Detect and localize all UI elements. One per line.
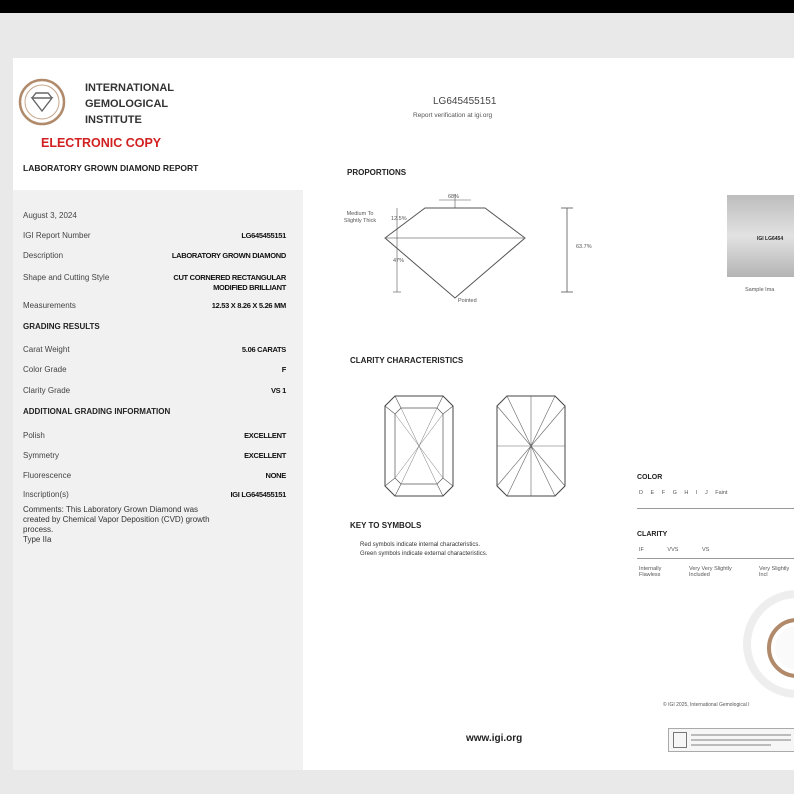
legal-text-line [691,739,791,741]
report-date: August 3, 2024 [23,211,77,220]
key-to-symbols-heading: KEY TO SYMBOLS [350,521,422,530]
color-scale-rule [637,508,794,509]
field-label: Shape and Cutting Style [23,273,110,282]
depth-percent: 63.7% [576,244,592,250]
pavilion-percent: 47% [393,258,405,264]
description-row [23,251,286,260]
clarity-scale-desc-2 [689,566,739,578]
clarity-scale-desc-3 [759,566,794,578]
report-number-header: LG645455151 [433,96,497,107]
proportions-diagram-icon [335,188,595,308]
verification-note: Report verification at igi.org [413,112,493,119]
table-percent: 68% [448,194,460,200]
report-sheet [13,58,794,770]
field-label: IGI Report Number [23,231,91,240]
field-value: LABORATORY GROWN DIAMOND [171,251,286,260]
clarity-scale-heading: CLARITY [637,531,668,538]
color-scale-grades: D E F G H I J Faint [639,490,728,496]
field-label: Description [23,251,64,260]
field-value: NONE [265,471,286,480]
sample-image [727,195,794,277]
field-label: Measurements [23,301,76,310]
sample-image-caption: Sample Ima [745,287,775,293]
clarity-desc-text: Very Slightly Incl [759,566,790,578]
comment-line: Comments: This Laboratory Grown Diamond was [23,505,199,514]
clarity-scale-desc-1 [639,566,669,578]
legal-text-line [691,734,791,736]
field-label: Inscription(s) [23,490,69,499]
institute-name [85,80,174,128]
field-value: IGI LG645455151 [230,490,286,499]
measurements-row [23,301,286,310]
comments-block [23,505,283,545]
fluorescence-row [23,471,286,480]
field-label: Symmetry [23,451,59,460]
polish-row [23,431,286,440]
field-value: EXCELLENT [244,451,286,460]
field-label: Color Grade [23,365,67,374]
footer-legal-box [668,728,794,752]
field-label: Carat Weight [23,345,70,354]
girdle-line-1: Medium To [346,211,374,217]
website-link[interactable]: www.igi.org [466,733,523,744]
field-value: LG645455151 [241,231,286,240]
color-grade-row [23,365,286,374]
field-label: Clarity Grade [23,386,71,395]
clarity-scale-rule [637,558,794,559]
legal-text-line [691,744,771,746]
report-number-row [23,231,286,240]
girdle-label [339,211,381,225]
comment-line: process. [23,525,54,534]
clarity-crown-diagram-icon [383,394,455,498]
document-icon [673,732,687,748]
culet-label: Pointed [458,298,477,304]
sample-photo-text: IGI LG6454 [757,236,784,242]
grading-results-heading: GRADING RESULTS [23,322,100,331]
field-value: EXCELLENT [244,431,286,440]
shape-value-line-2: MODIFIED BRILLIANT [213,283,286,292]
field-value: 12.53 X 8.26 X 5.26 MM [211,301,286,310]
clarity-grade-row [23,386,286,395]
igi-logo-icon [18,78,66,126]
girdle-line-2: Slightly Thick [343,218,377,224]
watermark-seal-icon [731,578,794,698]
clarity-desc-text: Very Very Slightly Included [689,566,732,578]
inscription-row [23,490,286,499]
key-to-symbols-text [360,541,487,559]
proportions-heading: PROPORTIONS [347,168,407,177]
copyright-text: © IGI 2025, International Gemological I [663,702,750,708]
key-line-2: Green symbols indicate external characteristics. [360,551,488,557]
comment-line: created by Chemical Vapor Deposition (CVD) growth [23,515,210,524]
shape-row [23,273,286,295]
clarity-characteristics-heading: CLARITY CHARACTERISTICS [350,356,464,365]
shape-value-line-1: CUT CORNERED RECTANGULAR [173,273,286,282]
report-title: LABORATORY GROWN DIAMOND REPORT [23,163,199,173]
comment-line: Type IIa [23,535,52,544]
institute-line-3: INSTITUTE [85,114,142,126]
color-scale-heading: COLOR [637,474,663,481]
carat-row [23,345,286,354]
symmetry-row [23,451,286,460]
field-label: Polish [23,431,45,440]
field-value: F [281,365,286,374]
clarity-desc-text: Internally Flawless [639,566,662,578]
additional-grading-heading: ADDITIONAL GRADING INFORMATION [23,407,171,416]
report-date-row [23,211,286,220]
electronic-copy-label: ELECTRONIC COPY [41,136,162,150]
institute-line-2: GEMOLOGICAL [85,98,169,110]
clarity-pavilion-diagram-icon [495,394,567,498]
field-value [173,273,286,293]
institute-line-1: INTERNATIONAL [85,82,175,94]
top-bar [0,0,794,13]
field-value: 5.06 CARATS [241,345,286,354]
field-value: VS 1 [270,386,286,395]
field-label: Fluorescence [23,471,72,480]
key-line-1: Red symbols indicate internal characteristics. [360,542,481,548]
clarity-scale-grades: IF VVS VS [639,547,710,553]
crown-percent: 12.5% [391,216,407,222]
